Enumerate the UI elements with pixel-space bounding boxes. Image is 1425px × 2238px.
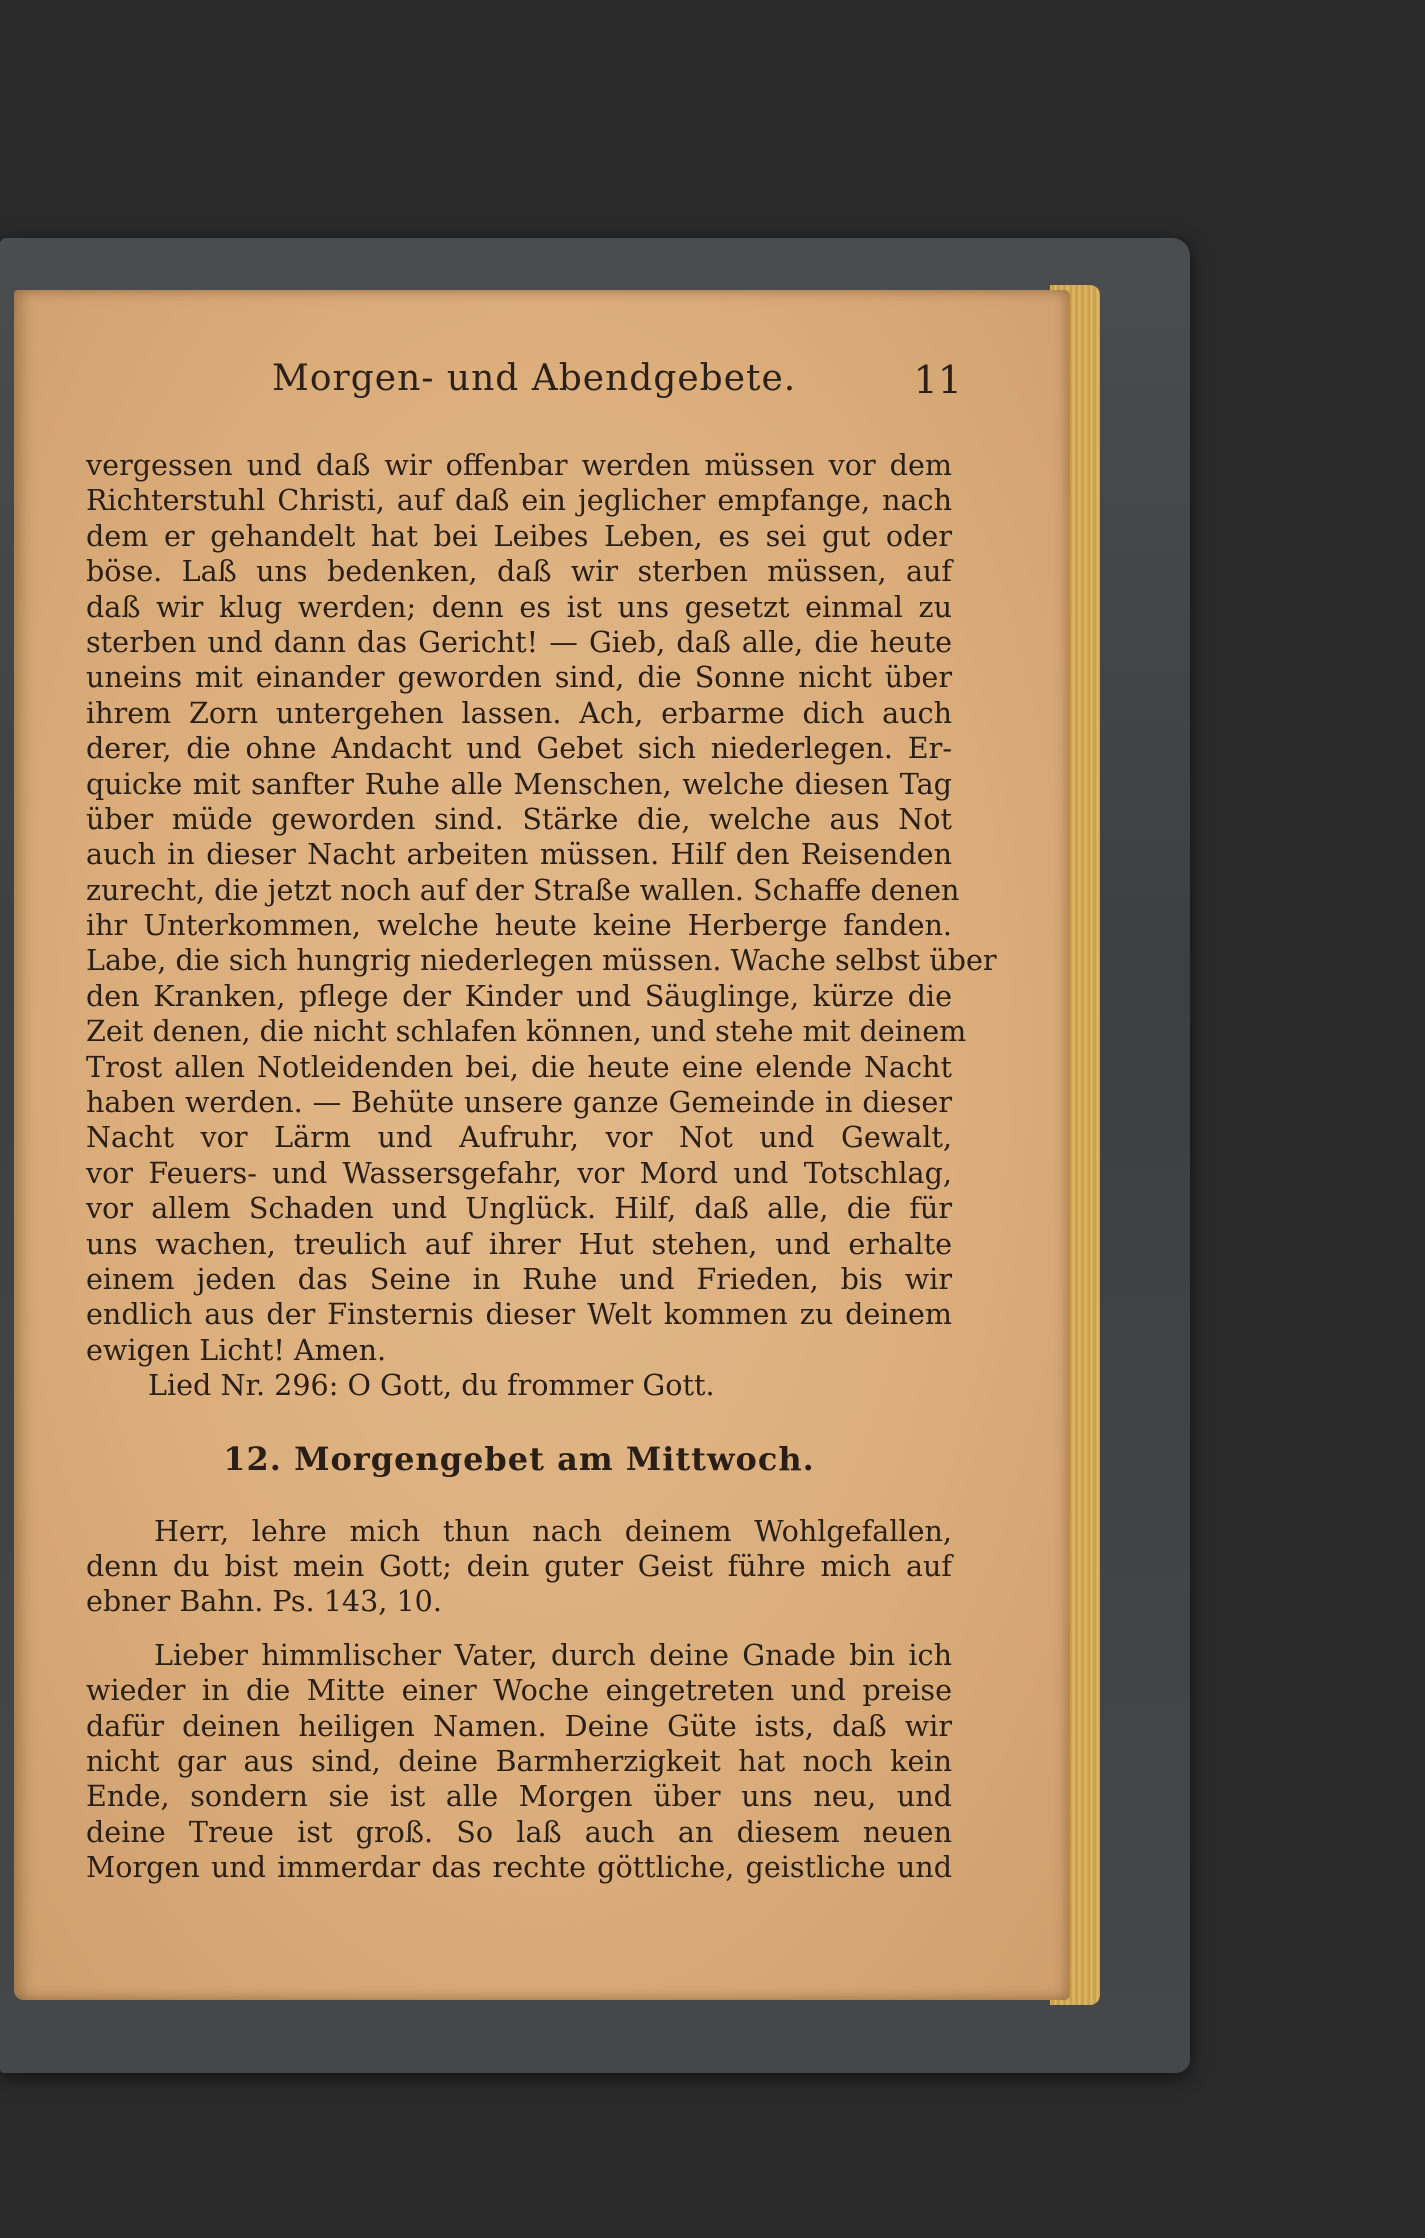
text-line: Zeit denen, die nicht schlafen können, und stehe mit deinem xyxy=(86,1014,967,1049)
page-header xyxy=(272,358,962,418)
text-line: Ende, sondern sie ist alle Morgen über uns neu, und xyxy=(86,1779,952,1814)
text-line: endlich aus der Finsternis dieser Welt kommen zu deinem xyxy=(86,1297,952,1332)
text-line: daß wir klug werden; denn es ist uns gesetzt einmal zu xyxy=(86,589,952,624)
text-line: vor Feuers- und Wassersgefahr, vor Mord und Totschlag, xyxy=(86,1155,952,1190)
text-line: Nacht vor Lärm und Aufruhr, vor Not und Gewalt, xyxy=(86,1120,952,1155)
text-line: zurecht, die jetzt noch auf der Straße wallen. Schaffe denen xyxy=(86,872,960,907)
text-line: deine Treue ist groß. So laß auch an diesem neuen xyxy=(86,1814,952,1849)
text-line: dafür deinen heiligen Namen. Deine Güte ists, daß wir xyxy=(86,1708,952,1743)
text-line: ebner Bahn. Ps. 143, 10. xyxy=(86,1584,442,1619)
text-line: uns wachen, treulich auf ihrer Hut stehen, und erhalte xyxy=(86,1226,952,1261)
text-line: vor allem Schaden und Unglück. Hilf, daß alle, die für xyxy=(86,1191,952,1226)
text-line: Lieber himmlischer Vater, durch deine Gnade bin ich xyxy=(154,1637,952,1672)
text-line: nicht gar aus sind, deine Barmherzigkeit hat noch kein xyxy=(86,1743,952,1778)
text-line: sterben und dann das Gericht! — Gieb, daß alle, die heute xyxy=(86,624,952,659)
text-line: vergessen und daß wir offenbar werden müssen vor dem xyxy=(86,448,952,482)
text-line: ihrem Zorn untergehen lassen. Ach, erbarme dich auch xyxy=(86,695,952,730)
text-line: böse. Laß uns bedenken, daß wir sterben müssen, auf xyxy=(86,554,952,589)
text-line: Herr, lehre mich thun nach deinem Wohlgefallen, xyxy=(154,1513,952,1548)
text-line: über müde geworden sind. Stärke die, welche aus Not xyxy=(86,801,952,836)
text-line: auch in dieser Nacht arbeiten müssen. Hilf den Reisenden xyxy=(86,837,952,872)
text-line: Richterstuhl Christi, auf daß ein jeglicher empfange, nach xyxy=(86,483,952,518)
page-number: 11 xyxy=(913,358,962,402)
text-line: ihr Unterkommen, welche heute keine Herberge fanden. xyxy=(86,908,952,943)
hymn-reference: Lied Nr. 296: O Gott, du frommer Gott. xyxy=(148,1368,715,1403)
text-line: quicke mit sanfter Ruhe alle Menschen, welche diesen Tag xyxy=(86,766,952,801)
text-line: einem jeden das Seine in Ruhe und Frieden, bis wir xyxy=(86,1261,952,1296)
section-heading: 12. Morgengebet am Mittwoch. xyxy=(223,1439,815,1478)
paragraph-morning-prayer xyxy=(86,1638,952,1886)
text-line: Trost allen Notleidenden bei, die heute eine elende Nacht xyxy=(86,1049,952,1084)
text-line: ewigen Licht! Amen. xyxy=(86,1332,387,1367)
paragraph-evening-prayer xyxy=(86,448,997,1368)
text-line: Morgen und immerdar das rechte göttliche, geistliche und xyxy=(86,1850,952,1885)
text-line: derer, die ohne Andacht und Gebet sich niederlegen. Er- xyxy=(86,731,952,766)
paragraph-gap xyxy=(86,1620,952,1638)
text-line: haben werden. — Behüte unsere ganze Gemeinde in dieser xyxy=(86,1085,952,1120)
text-line: uneins mit einander geworden sind, die Sonne nicht über xyxy=(86,660,952,695)
running-title: Morgen- und Abendgebete. xyxy=(272,358,797,399)
text-line: den Kranken, pflege der Kinder und Säuglinge, kürze die xyxy=(86,978,952,1013)
text-line: denn du bist mein Gott; dein guter Geist führe mich auf xyxy=(86,1548,952,1583)
text-line: wieder in die Mitte einer Woche eingetreten und preise xyxy=(86,1673,952,1708)
bible-verse xyxy=(86,1514,952,1620)
page-text xyxy=(86,448,997,1885)
text-line: dem er gehandelt hat bei Leibes Leben, es sei gut oder xyxy=(86,518,952,553)
text-line: Labe, die sich hungrig niederlegen müssen. Wache selbst über xyxy=(86,943,997,978)
